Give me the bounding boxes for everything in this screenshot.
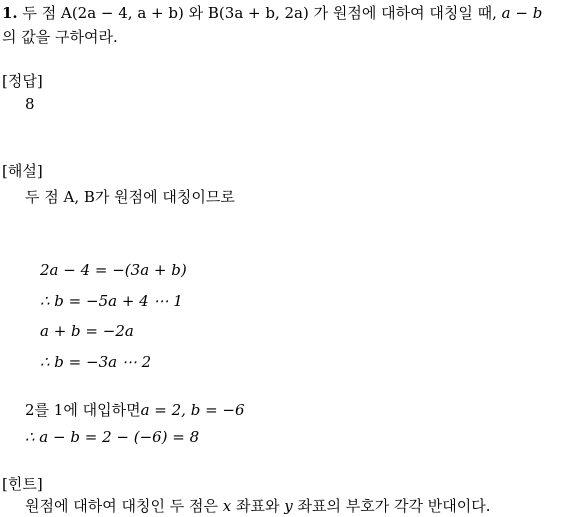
- problem-line-2: [2, 27, 118, 47]
- point-b: B(3a + b, 2a): [207, 4, 309, 22]
- hint-var-y: y: [284, 497, 293, 515]
- equation-4: ∴ b = −3a ⋯ 2: [40, 353, 152, 371]
- final-result: ∴ a − b = 2 − (−6) = 8: [25, 428, 200, 446]
- hint-text-c: 좌표의 부호가 각각 반대이다.: [297, 497, 491, 515]
- target-expression: a − b: [501, 4, 543, 22]
- solution-header: [해설]: [2, 162, 43, 180]
- equation-3: a + b = −2a: [40, 322, 134, 340]
- substitution-text: 2를 1에 대입하면: [25, 401, 141, 419]
- problem-text-a: 두 점: [22, 4, 57, 22]
- problem-text-c: 가 원점에 대하여 대칭일 때,: [313, 4, 497, 22]
- substitution-values: a = 2, b = −6: [140, 401, 245, 419]
- problem-text-b: 와: [188, 4, 204, 22]
- answer-header: [정답]: [2, 72, 43, 90]
- equation-1: 2a − 4 = −(3a + b): [40, 261, 187, 279]
- hint-text-b: 좌표와: [236, 497, 280, 515]
- hint-header: [힌트]: [2, 475, 43, 493]
- problem-text-line2: 의 값을 구하여라.: [2, 28, 118, 46]
- hint-var-x: x: [222, 497, 232, 515]
- substitution-line: [25, 400, 245, 420]
- problem-number: 1.: [2, 4, 18, 22]
- answer-value: 8: [25, 95, 35, 113]
- point-a: A(2a − 4, a + b): [60, 4, 184, 22]
- solution-intro: 두 점 A, B가 원점에 대칭이므로: [25, 188, 235, 206]
- hint-text: [25, 496, 491, 516]
- equation-2: ∴ b = −5a + 4 ⋯ 1: [40, 292, 183, 310]
- hint-text-a: 원점에 대하여 대칭인 두 점은: [25, 497, 218, 515]
- problem-line-1: [2, 3, 542, 23]
